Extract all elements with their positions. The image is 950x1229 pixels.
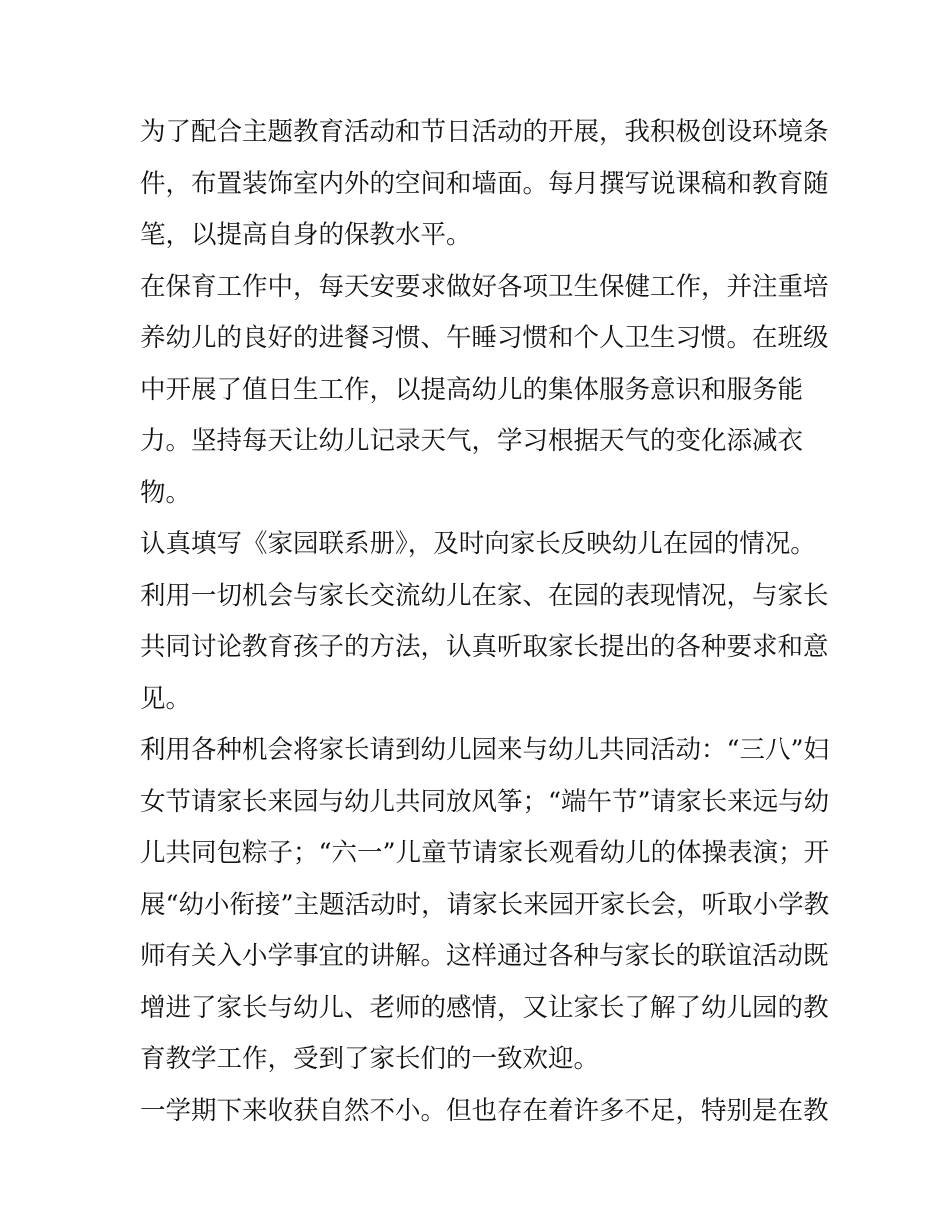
paragraph-care-work [140, 262, 829, 520]
text-line: 师有关入小学事宜的讲解。这样通过各种与家长的联谊活动既 [140, 941, 829, 971]
paragraph-parent-activities [140, 725, 830, 1086]
text-line: 一学期下来收获自然不小。但也存在着许多不足，特别是在教 [140, 1095, 829, 1126]
text-line: 认真填写《家园联系册》，及时向家长反映幼儿在园的情况。 [140, 529, 816, 559]
text-line: 共同讨论教育孩子的方法，认真听取家长提出的各种要求和意 [140, 632, 829, 662]
text-line: 养幼儿的良好的进餐习惯、午睡习惯和个人卫生习惯。在班级 [140, 323, 829, 353]
text-line: 育教学工作，受到了家长们的一致欢迎。 [140, 1044, 600, 1074]
text-line: 见。 [140, 683, 192, 714]
text-line: 物。 [140, 477, 192, 508]
document-page [140, 107, 830, 1137]
text-line: 展“幼小衔接”主题活动时，请家长来园开家长会，听取小学教 [140, 889, 830, 920]
text-line: 增进了家长与幼儿、老师的感情，又让家长了解了幼儿园的教 [140, 992, 829, 1023]
text-line: 女节请家长来园与幼儿共同放风筝；“端午节”请家长来远与幼 [140, 786, 830, 817]
paragraph-home-contact [140, 519, 829, 725]
text-line: 件，布置装饰室内外的空间和墙面。每月撰写说课稿和教育随 [140, 168, 829, 199]
paragraph-environment [140, 107, 829, 262]
text-line: 在保育工作中，每天安要求做好各项卫生保健工作，并注重培 [140, 271, 829, 302]
text-line: 力。坚持每天让幼儿记录天气，学习根据天气的变化添减衣 [140, 426, 804, 456]
text-line: 为了配合主题教育活动和节日活动的开展，我积极创设环境条 [140, 117, 829, 147]
text-line: 利用各种机会将家长请到幼儿园来与幼儿共同活动：“三八”妇 [140, 735, 830, 765]
text-line: 中开展了值日生工作，以提高幼儿的集体服务意识和服务能 [140, 374, 804, 405]
paragraph-summary [140, 1086, 829, 1138]
text-line: 儿共同包粽子；“六一”儿童节请家长观看幼儿的体操表演；开 [140, 838, 830, 868]
text-line: 利用一切机会与家长交流幼儿在家、在园的表现情况，与家长 [140, 580, 829, 611]
text-line: 笔，以提高自身的保教水平。 [140, 220, 472, 250]
